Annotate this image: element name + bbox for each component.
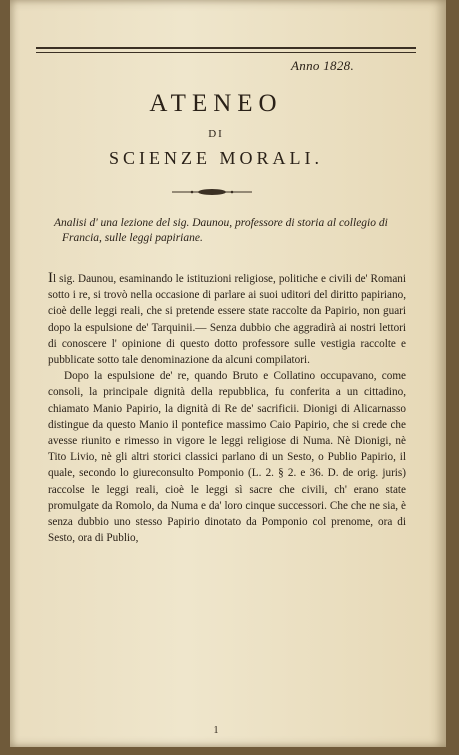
ornament-divider-icon [170, 186, 254, 198]
paragraph-1 [48, 270, 406, 368]
article-subtitle: Analisi d' una lezione del sig. Daunou, professore di storia al collegio di Francia, sulle leggi papiriane. [54, 217, 388, 244]
page-number: 1 [213, 725, 219, 736]
title-connector: DI [208, 128, 224, 140]
paragraph-1-text: l sig. Daunou, esaminando le istituzioni religiose, politiche e civili de' Romani sotto i re, si trovò nella occasione di parlare ai suoi uditori del diritto papiriano, cioè delle leggi reali, che si pretende essere state raccolte da Papirio, non guari dopo la espulsione de' Tarquinii.— Senza dubbio che aggradirà ai nostri lettori di conoscere l' opinione di questo dotto professore sulle vestigia raccolte e pubblicate sotto tale denominazione da alcuni compilatori. [48, 273, 406, 367]
page-title: ATENEO [149, 90, 283, 117]
paragraph-2: Dopo la espulsione de' re, quando Bruto e Collatino occupavano, come consoli, la principale dignità della repubblica, fu conferita a un cittadino, chiamato Manio Papirio, la dignità di Re de' sacrificii. Dionigi di Alicarnasso distingue da questo Manio il pontefice massimo Caio Papirio, che si crede che avesse riunito e rimesso in vigore le leggi religiose di Numa. Nè Dionigi, nè Tito Livio, nè gli altri storici classici parlano di un Sesto, o Publio Papirio, il quale, secondo lo giureconsulto Pomponio (L. 2. § 2. e 36. D. de orig. juris) raccolse le leggi reali, cioè le leggi sì sacre che civili, ch' erano state promulgate da Romolo, da Numa e da' loro cinque successori. Che che ne sia, è senza dubbio uno stesso Papirio dinotato da Pomponio col prenome, ora di Sesto, ora di Publio, [48, 370, 406, 545]
year-heading: Anno 1828. [291, 58, 354, 73]
drop-cap: I [48, 270, 53, 286]
top-rule [36, 47, 416, 53]
article-body [48, 270, 406, 546]
section-title: SCIENZE MORALI. [109, 148, 323, 168]
book-page [10, 0, 446, 747]
